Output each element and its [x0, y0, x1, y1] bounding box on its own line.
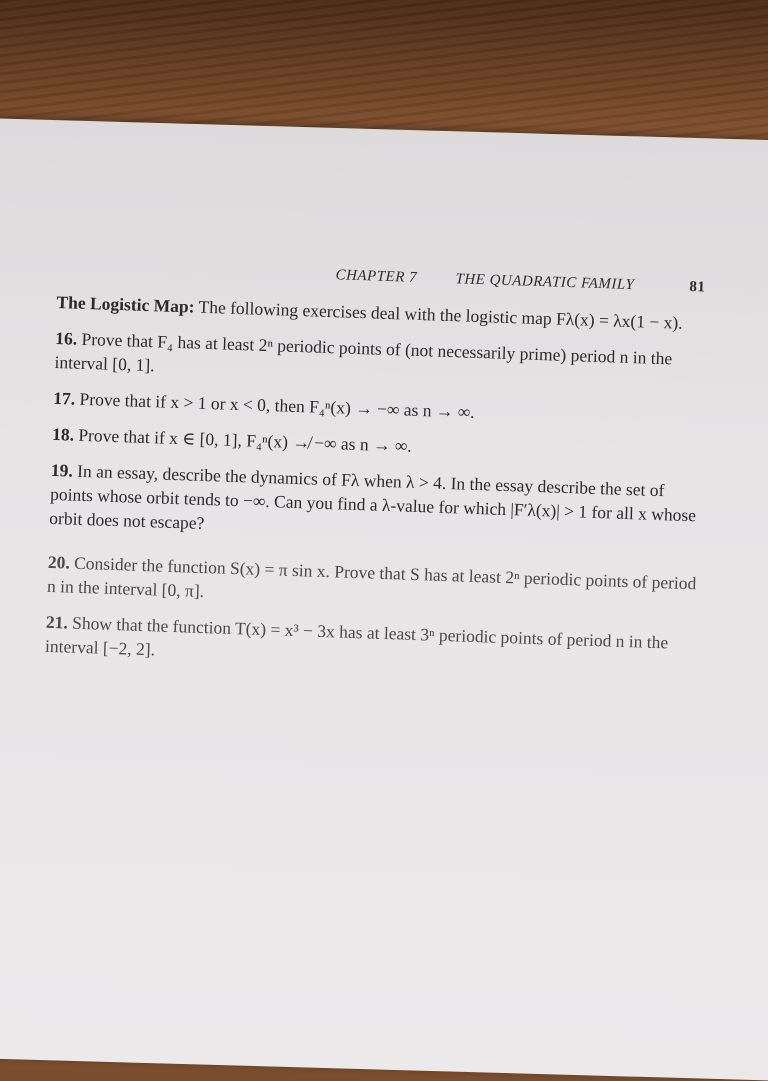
page-number: 81 [689, 278, 706, 296]
exercise-text: Prove that if x > 1 or x < 0, then F₄ⁿ(x) → −∞ as n → ∞. [74, 388, 475, 422]
exercise-number: 16. [55, 327, 78, 349]
exercise-16 [54, 326, 705, 396]
intro-text: The following exercises deal with the logistic map Fλ(x) = λx(1 − x). [194, 296, 683, 333]
exercise-text: Show that the function T(x) = x³ − 3x has at least 3ⁿ periodic points of period n in the interval [−2, 2]. [44, 612, 669, 660]
section-title: THE QUADRATIC FAMILY [455, 271, 635, 294]
exercise-text: In an essay, describe the dynamics of Fλ when λ > 4. In the essay describe the set of points whose orbit tends to −∞. Can you find a λ-value for which |F′λ(x)| > 1 for all x whose orbit does not escape? [49, 460, 697, 533]
intro-heading: The Logistic Map: [56, 291, 195, 317]
exercise-number: 17. [53, 387, 76, 409]
exercise-number: 18. [51, 423, 75, 445]
exercise-number: 21. [45, 611, 69, 633]
exercise-number: 19. [50, 459, 74, 481]
chapter-label: CHAPTER 7 [335, 267, 418, 286]
exercise-20 [47, 550, 698, 620]
page-content [45, 258, 708, 679]
exercise-19 [49, 458, 701, 552]
exercise-number: 20. [47, 551, 71, 573]
exercise-text: Prove that F₄ has at least 2ⁿ periodic points of (not necessarily prime) period n in the interval [0, 1]. [54, 328, 673, 376]
exercise-text: Consider the function S(x) = π sin x. Prove that S has at least 2ⁿ periodic points of period n in the interval [0, π]. [46, 552, 697, 602]
exercise-text: Prove that if x ∈ [0, 1], F₄ⁿ(x) ↛ −∞ as n → ∞. [73, 424, 413, 456]
